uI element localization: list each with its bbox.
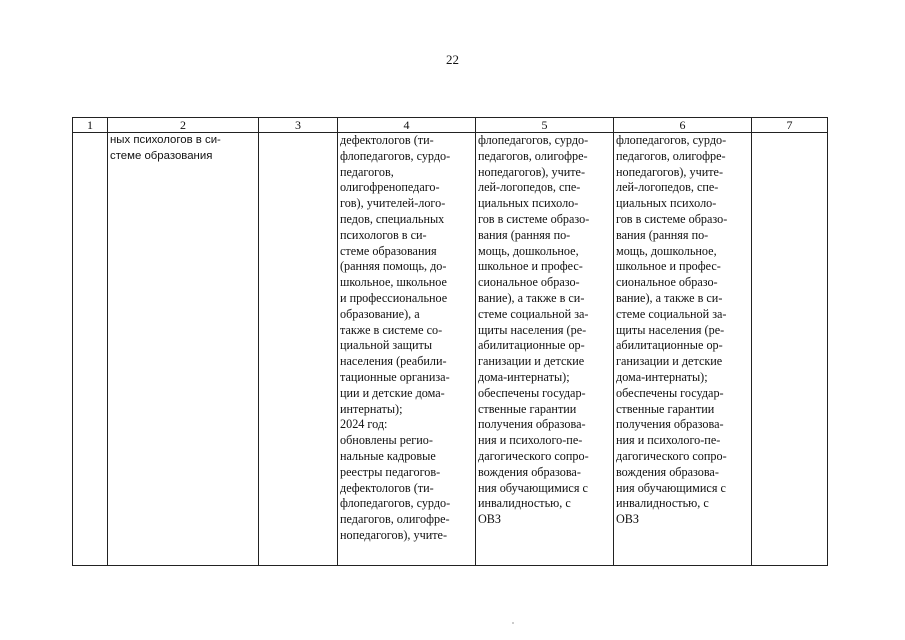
cell-text-line: вания (ранняя по- bbox=[478, 227, 571, 242]
cell-text-line: образование), а bbox=[340, 306, 420, 321]
cell-text-line: стеме социальной за- bbox=[478, 306, 589, 321]
page-number: 22 bbox=[446, 52, 459, 67]
cell-text-line: нопедагогов), учите- bbox=[478, 164, 586, 179]
cell-text-line: щиты населения (ре- bbox=[616, 322, 725, 337]
cell-col6 bbox=[614, 133, 752, 566]
cell-text-line: ственные гарантии bbox=[478, 401, 577, 416]
cell-text-line: лей-логопедов, спе- bbox=[616, 180, 719, 195]
cell-text-line: ОВЗ bbox=[616, 512, 640, 527]
cell-text-line: лей-логопедов, спе- bbox=[478, 180, 581, 195]
cell-text-line: дома-интернаты); bbox=[616, 369, 708, 384]
cell-text-line: школьное и профес- bbox=[616, 259, 721, 274]
cell-text-line: флопедагогов, сурдо- bbox=[340, 148, 451, 163]
cell-text-line: ния обучающимися с bbox=[616, 480, 726, 495]
cell-text-line: педагогов, олигофре- bbox=[478, 148, 588, 163]
cell-text-line: реестры педагогов- bbox=[340, 464, 441, 479]
cell-text-line: циальных психоло- bbox=[616, 196, 717, 211]
cell-text-line: ния и психолого-пе- bbox=[616, 433, 721, 448]
cell-text-line: получения образова- bbox=[478, 417, 586, 432]
cell-text-line: мощь, дошкольное, bbox=[616, 243, 717, 258]
cell-text-line: дефектологов (ти- bbox=[340, 133, 434, 147]
cell-text-line: стеме образования bbox=[110, 149, 213, 162]
cell-text-line: дефектологов (ти- bbox=[340, 480, 434, 495]
cell-text-line: сиональное образо- bbox=[478, 275, 580, 290]
cell-text-line: циальных психоло- bbox=[478, 196, 579, 211]
table-header-row bbox=[73, 118, 828, 133]
cell-col7 bbox=[752, 133, 828, 566]
cell-text-line: педов, специальных bbox=[340, 211, 445, 226]
cell-col3 bbox=[259, 133, 338, 566]
cell-text-line: 2024 год: bbox=[340, 417, 388, 432]
document-table bbox=[72, 117, 828, 566]
cell-text-line: школьное, школьное bbox=[340, 275, 447, 290]
cell-text-line: вождения образова- bbox=[616, 464, 719, 479]
cell-text-line: обновлены регио- bbox=[340, 433, 433, 448]
cell-text-line: флопедагогов, сурдо- bbox=[340, 496, 451, 511]
cell-text-line: инвалидностью, с bbox=[478, 496, 571, 511]
cell-text-line: ния и психолого-пе- bbox=[478, 433, 583, 448]
cell-text-line: мощь, дошкольное, bbox=[478, 243, 579, 258]
cell-text-line: также в системе со- bbox=[340, 322, 443, 337]
header-cell-6: 6 bbox=[614, 118, 752, 133]
cell-text-line: обеспечены государ- bbox=[478, 385, 586, 400]
cell-text-line: психологов в си- bbox=[340, 227, 427, 242]
cell-text-line: обеспечены государ- bbox=[616, 385, 724, 400]
cell-col2 bbox=[108, 133, 259, 566]
cell-text-line: педагогов, bbox=[340, 164, 394, 179]
cell-text-line: нопедагогов), учите- bbox=[616, 164, 724, 179]
cell-text-line: получения образова- bbox=[616, 417, 724, 432]
cell-text-line: вание), а также в си- bbox=[478, 290, 585, 305]
header-cell-1: 1 bbox=[73, 118, 108, 133]
cell-text-line: гов в системе образо- bbox=[616, 211, 728, 226]
cell-text-line: сиональное образо- bbox=[616, 275, 718, 290]
header-cell-4: 4 bbox=[338, 118, 476, 133]
header-cell-7: 7 bbox=[752, 118, 828, 133]
cell-text-line: абилитационные ор- bbox=[478, 338, 585, 353]
header-cell-2: 2 bbox=[108, 118, 259, 133]
cell-text-line: ственные гарантии bbox=[616, 401, 715, 416]
scan-speck bbox=[512, 622, 514, 624]
cell-text-line: тационные организа- bbox=[340, 369, 450, 384]
cell-text-line: нальные кадровые bbox=[340, 448, 436, 463]
cell-text-line: дагогического сопро- bbox=[616, 448, 727, 463]
cell-text-line: вание), а также в си- bbox=[616, 290, 723, 305]
cell-text-line: (ранняя помощь, до- bbox=[340, 259, 447, 274]
cell-text-line: циальной защиты bbox=[340, 338, 433, 353]
cell-col4 bbox=[338, 133, 476, 566]
cell-text-line: ния обучающимися с bbox=[478, 480, 588, 495]
cell-text-line: дома-интернаты); bbox=[478, 369, 570, 384]
cell-text-line: ганизации и детские bbox=[478, 354, 585, 369]
cell-text-line: флопедагогов, сурдо- bbox=[616, 133, 727, 147]
cell-text-line: гов), учителей-лого- bbox=[340, 196, 446, 211]
cell-text-line: ганизации и детские bbox=[616, 354, 723, 369]
cell-text-line: педагогов, олигофре- bbox=[616, 148, 726, 163]
cell-text-line: щиты населения (ре- bbox=[478, 322, 587, 337]
header-cell-3: 3 bbox=[259, 118, 338, 133]
cell-text-line: населения (реабили- bbox=[340, 354, 447, 369]
cell-text-line: абилитационные ор- bbox=[616, 338, 723, 353]
cell-col1 bbox=[73, 133, 108, 566]
cell-text-line: школьное и профес- bbox=[478, 259, 583, 274]
header-cell-5: 5 bbox=[476, 118, 614, 133]
cell-text-line: дагогического сопро- bbox=[478, 448, 589, 463]
cell-text-line: интернаты); bbox=[340, 401, 403, 416]
cell-text-line: олигофренопедаго- bbox=[340, 180, 440, 195]
cell-text-line: педагогов, олигофре- bbox=[340, 512, 450, 527]
cell-text-line: ных психологов в си- bbox=[110, 134, 221, 146]
cell-text-line: нопедагогов), учите- bbox=[340, 527, 448, 542]
cell-text-line: вождения образова- bbox=[478, 464, 581, 479]
cell-text-line: флопедагогов, сурдо- bbox=[478, 133, 589, 147]
cell-col5 bbox=[476, 133, 614, 566]
cell-text-line: вания (ранняя по- bbox=[616, 227, 709, 242]
cell-text-line: и профессиональное bbox=[340, 290, 448, 305]
cell-text-line: стеме социальной за- bbox=[616, 306, 727, 321]
cell-text-line: гов в системе образо- bbox=[478, 211, 590, 226]
cell-text-line: ОВЗ bbox=[478, 512, 502, 527]
cell-text-line: стеме образования bbox=[340, 243, 437, 258]
cell-text-line: ции и детские дома- bbox=[340, 385, 445, 400]
cell-text-line: инвалидностью, с bbox=[616, 496, 709, 511]
table-row bbox=[73, 133, 828, 566]
